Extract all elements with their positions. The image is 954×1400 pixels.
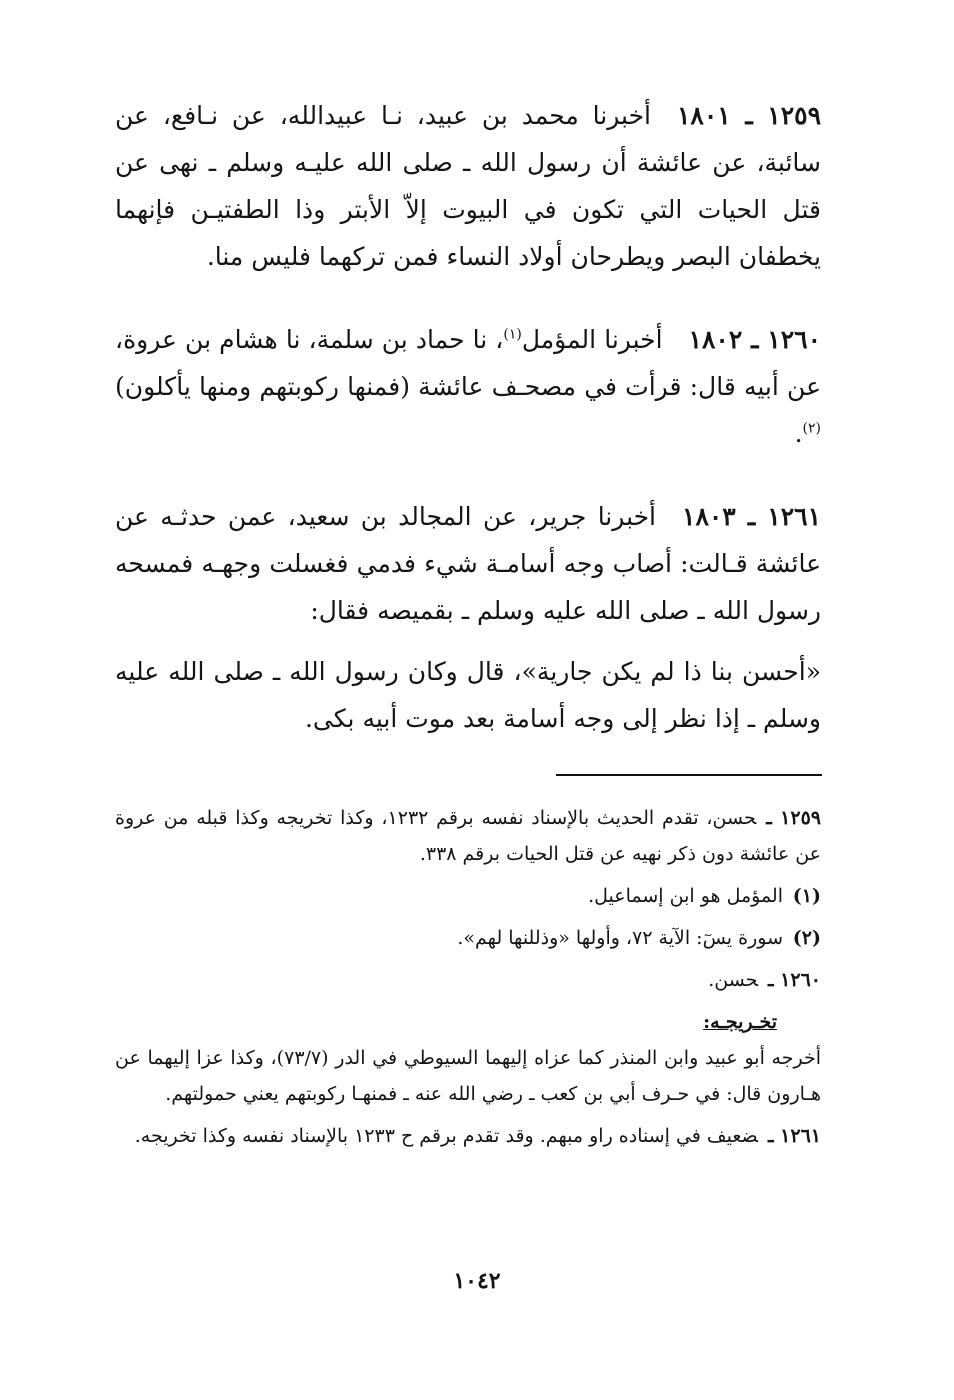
note-1260: [115, 962, 821, 998]
footnote-number: (١): [792, 885, 821, 907]
hadith-text: أخبرنا جرير، عن المجالد بن سعيد، عمن حدثـه عن عائشة قـالت: أصاب وجه أسامـة شيء فدمي فغسلت وجهـه فمسحه رسول الله ـ صلى الله عليه وسلم ـ بقميصه فقال:: [115, 502, 821, 625]
note-1259: [115, 800, 821, 872]
note-number: ١٢٥٩ ـ: [766, 807, 821, 829]
hadith-text: «أحسن بنا ذا لم يكن جارية»، قال وكان رسول الله ـ صلى الله عليه وسلم ـ إذا نظر إلى وجه أسامة بعد موت أبيه بكى.: [115, 657, 821, 733]
hadith-1260: [115, 316, 821, 457]
footnote-2: [115, 920, 821, 956]
footnote-marker-1: (١): [503, 326, 522, 343]
footnote-marker-2: (٢): [802, 420, 821, 437]
hadith-text: أخبرنا محمد بن عبيد، نـا عبيدالله، عن نـافع، عن سائبة، عن عائشة أن رسول الله ـ صلى الله عليـه وسلم ـ نهى عن قتل الحيات التي تكون في البيوت إلاّ الأبتر وذا الطفتيـن فإنهما يخطفان البصر ويطرحان أولاد النساء فمن تركهما فليس منا.: [115, 101, 821, 271]
footnote-text: سورة يسٓ: الآية ٧٢، وأولها «وذللنها لهم».: [457, 927, 783, 949]
hadith-number: ١٢٥٩ ـ ١٨٠١: [677, 101, 822, 130]
note-text: ضعيف في إسناده راو مبهم. وقد تقدم برقم ح ١٢٣٣ بالإسناد نفسه وكذا تخريجه.: [134, 1125, 758, 1147]
footnote-text: المؤمل هو ابن إسماعيل.: [588, 885, 783, 907]
spacer: [115, 457, 821, 493]
hadith-number: ١٢٦٠ ـ ١٨٠٢: [688, 325, 822, 354]
note-text: حسن، تقدم الحديث بالإسناد نفسه برقم ١٢٣٢، وكذا تخريجه وكذا قبله من عروة عن عائشة دون ذكر نهيه عن قتل الحيات برقم ٣٣٨.: [115, 807, 821, 865]
hadith-text: أخبرنا المؤمل: [521, 325, 663, 354]
main-text-block: [115, 92, 821, 742]
note-number: ١٢٦٠ ـ: [767, 969, 821, 991]
hadith-1261: [115, 493, 821, 634]
page-number: ١٠٤٢: [453, 1268, 501, 1294]
notes-block: [115, 800, 821, 1160]
spacer: [115, 634, 821, 648]
spacer: [115, 280, 821, 316]
hadith-text-end: .: [794, 419, 803, 448]
hadith-text-continued: ، نا حماد بن سلمة، نا هشام بن عروة، عن أبيه قال: قرأت في مصحـف عائشة (فمنها ركوبتهم ومنها يأكلون): [115, 325, 821, 401]
footnote-number: (٢): [792, 927, 821, 949]
hadith-number: ١٢٦١ ـ ١٨٠٣: [682, 502, 821, 531]
takhrij-text: أخرجه أبو عبيد وابن المنذر كما عزاه إليهما السيوطي في الدر (٧٣/٧)، وكذا عزا إليهما عن هـارون قال: في حـرف أبي بن كعب ـ رضي الله عنه ـ فمنهـا ركوبتهم يعني حمولتهم.: [115, 1047, 821, 1105]
note-1261: [115, 1118, 821, 1154]
footnote-separator: [556, 774, 822, 776]
takhrij-heading: تخـريجـه:: [703, 1011, 777, 1033]
note-number: ١٢٦١ ـ: [767, 1125, 821, 1147]
footnote-1: [115, 878, 821, 914]
hadith-1261-continued: [115, 648, 821, 742]
note-text: حسن.: [708, 969, 758, 991]
hadith-1259: [115, 92, 821, 280]
